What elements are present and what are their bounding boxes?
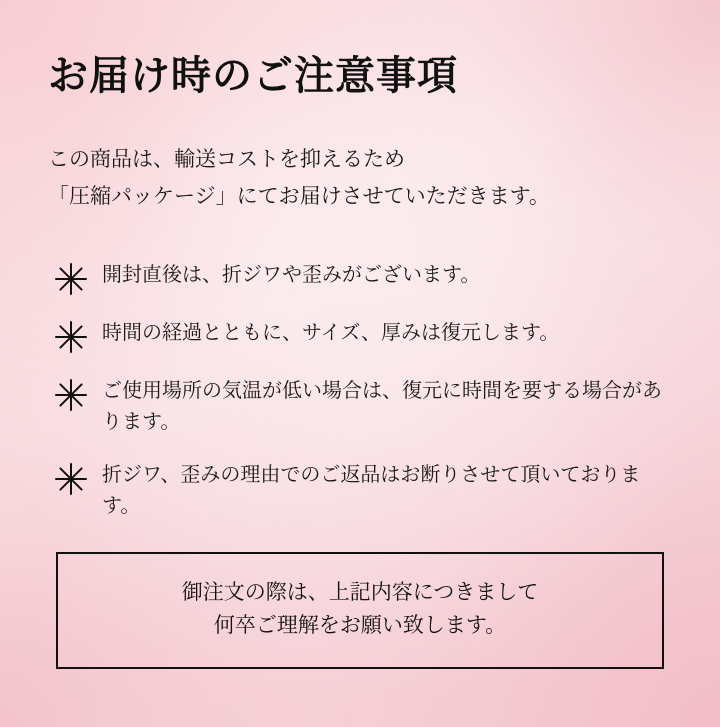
list-item-label: 開封直後は、折ジワや歪みがございます。 (102, 263, 481, 286)
list-item (48, 460, 672, 522)
list-item-label: 折ジワ、歪みの理由でのご返品はお断りさせて頂いております。 (102, 463, 641, 517)
asterisk-icon (54, 262, 88, 296)
request-notice-line-1: 御注文の際は、上記内容につきまして (181, 580, 539, 604)
asterisk-icon (54, 320, 88, 354)
list-item (48, 260, 672, 296)
page-title: お届け時のご注意事項 (48, 54, 458, 98)
list-item (48, 318, 672, 354)
intro-line-1: この商品は、輸送コストを抑えるため (48, 148, 405, 171)
request-notice-line-2: 何卒ご理解をお願い致します。 (213, 614, 507, 638)
list-item-label: ご使用場所の気温が低い場合は、復元に時間を要する場合があります。 (102, 379, 662, 433)
intro-line-2: 「圧縮パッケージ」にてお届けさせていただきます。 (48, 184, 550, 208)
intro-paragraph (48, 142, 672, 216)
list-item-label: 時間の経過とともに、サイズ、厚みは復元します。 (102, 321, 560, 344)
request-notice-box (56, 552, 664, 669)
notice-bullet-list (48, 260, 672, 522)
list-item (48, 376, 672, 438)
asterisk-icon (54, 378, 88, 412)
asterisk-icon (54, 462, 88, 496)
